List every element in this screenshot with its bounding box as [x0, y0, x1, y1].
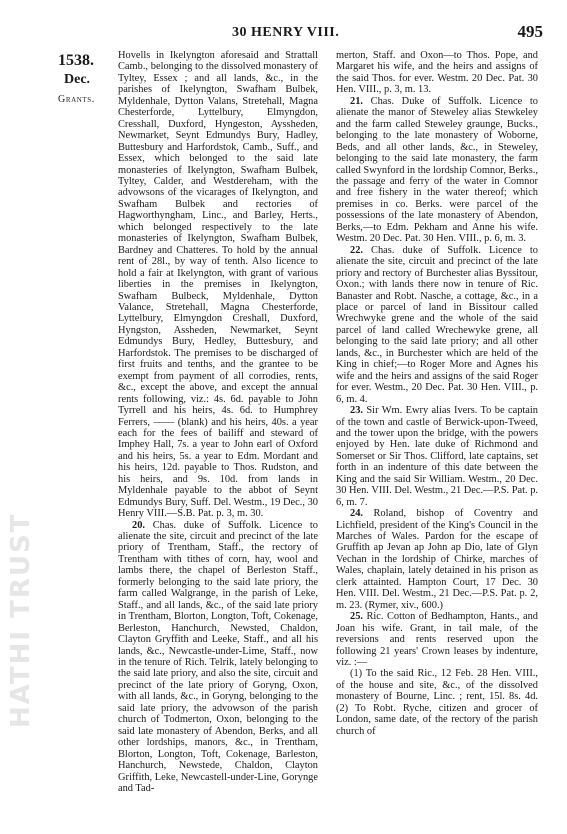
page-number: 495 [517, 22, 543, 41]
entry-number: 20. [132, 519, 145, 531]
left-column [118, 50, 318, 794]
entry-number: 25. [350, 611, 363, 623]
entry-25 [336, 611, 538, 668]
running-head [0, 22, 567, 44]
entry-number: 22. [350, 244, 363, 256]
entry-text: Ric. Cotton of Bedhampton, Hants., and Joan his wife. Grant, in tail male, of the reversions and rents reserved upon the following 21 years' Crown leases by indenture, viz. :— [336, 611, 538, 669]
entry-24 [336, 508, 538, 611]
margin-notes [58, 52, 113, 105]
continued-entry: merton, Staff. and Oxon—to Thos. Pope, and Margaret his wife, and the heirs and assigns of the said Thos. for ever. Westm. 20 Dec. Pat. 30 Hen. VIII., p. 3, m. 13. [336, 50, 538, 96]
entry-21 [336, 96, 538, 245]
entry-text: Chas. duke of Suffolk. Licence to alienate the site, circuit and precinct of the late priory and rectory of Burchester alias Byssitour, Oxon.; with lands there now in tenure of Ric. Banaster and Robt. Nasche, a cottage, &c., in a place or parcel of land in Bissitour called Wrechwyke grene and the whole of the said parcel of land called Wrechewyke grene, all belonging to the said late priory; and all other lands, &c., in Burchester which are held of the King in chief;—to Roger More and Agnes his wife and the heirs and assigns of the said Roger for ever. Westm., 20 Dec. Pat. 30 Hen. VIII., p. 6, m. 4. [336, 244, 538, 405]
right-column [336, 50, 538, 737]
entry-20 [118, 520, 318, 795]
entry-number: 23. [350, 405, 363, 417]
entry-text: Chas. Duke of Suffolk. Licence to alienate the manor of Steweley alias Stewkeley and the farm called Steweley graunge, Bucks., belonging to the late monastery of Woborne, Beds, and all other lands, &c., in Steweley, belonging to the said late monastery, the farm called Swynford in the lordship Comnor, Berks., the passage and ferry of the water in Comnor and free fishery in the water thereof; which premises in co. Berks. were parcel of the possessions of the late monastery of Abendon, Berks,—to Edm. Pekham and Anne his wife. Westm. 20 Dec. Pat. 30 Hen. VIII., p. 6, m. 3. [336, 95, 538, 245]
entry-text: Roland, bishop of Coventry and Lichfield, president of the King's Council in the Marches of Wales. Pardon for the escape of Gruffith ap Jevan ap John ap Dio, late of Glyn Vechan in the lordship of Chirke, marches of Wales, chaplain, lately detained in his prison as clerk attainted. Hampton Court, 17 Dec. 30 Hen. VIII. Del. Westm., 21 Dec.—P.S. Pat. p. 2, m. 23. (Rymer, xiv., 600.) [336, 508, 538, 611]
continued-entry: Hovells in Ikelyngton aforesaid and Strattall Camb., belonging to the dissolved monastery of Tyltey, Essex ; and all lands, &c., in the parishes of Ikelyngton, Swafham Bulbek, Myldenhale, Dytton Valans, Stretehall, Magna Chesterforde, Lyttelbury, Elmyngdon, Cresshall, Duxford, Hyngeston, Ayssheden, Newmarket, Seynt Edmundys Bury, Hadley, Buttesbury and Harfordstok, Camb., Suff., and Essex, which belonged to the said late monasteries of Ikelyngton, Swafham Bulbek, Tyltey, Calder, and Westdereham, with the advowsons of the vicarages of Ikelyngton, and Swafham Bulbek and rectories of Hagworthyngham, Linc., and Barley, Herts., which belonged respectively to the late monasteries of Ikelyngton, Swafham Bulbek, Bardney and Chatteres. To hold by the annual rent of 28l., by way of tenth. Also licence to hold a fair at Ikelyngton, with grant of various liberties in the premises in Ikelyngton, Swafham Bulbeck, Myldenhale, Dytton Valance, Stretehall, Magna Chesterforde, Lyttelbury, Elmyngdon Creshall, Duxford, Hyngston, Assheden, Newmarket, Seynt Edmundys Bury, Hedley, Buttesbury, and Harfordstok. The premises to be discharged of first fruits and tenths, and the grantee to be exempt from payment of all corrodies, rents, &c., except the above, and except the annual rents following, viz.: 4s. 6d. payable to John Tyrrell and his heirs, 4s. 6d. to Humphrey Ferrers, —— (blank) and his heirs, 40s. a year each for the fees of bailiff and steward of Imphey Hall, 7s. a year to John earl of Oxford and his heirs, 5s. a year to Edm. Mordant and his heirs, 12d. payable to Thos. Rudston, and his heirs, and 9s. 10d. from lands in Myldenhale payable to the abbot of Seynt Edmundys Bury, Suff. Del. Westm., 19 Dec., 30 Henry VIII.—S.B. Pat. p. 3, m. 30. [118, 50, 318, 520]
running-title: 30 HENRY VIII. [232, 25, 340, 40]
entry-number: 21. [350, 95, 363, 107]
entry-text: Sir Wm. Ewry alias Ivers. To be captain of the town and castle of Berwick-upon-Tweed, and the tower upon the bridge, with the powers enjoyed by Hen. late duke of Richmond and Somerset or Sir Thos. Clifford, late captains, set forth in an indenture of this date between the King and the said Sir William. Westm., 20 Dec. 30 Hen. VIII. Del. Westm., 21 Dec.—P.S. Pat. p. 6, m. 7. [336, 405, 538, 508]
library-watermark: HATHI TRUST [6, 512, 36, 728]
entry-23 [336, 405, 538, 508]
margin-month: Dec. [64, 72, 91, 87]
margin-section: Grants. [58, 94, 95, 105]
entry-number: 24. [350, 508, 363, 520]
entry-25-lease-list: (1) To the said Ric., 12 Feb. 28 Hen. VIII., of the house and site, &c., of the dissolved monastery of Bourne, Linc. ; rent, 15l. 8s. 4d. (2) To Robt. Ryche, citizen and grocer of London, same date, of the rectory of the parish church of [336, 668, 538, 737]
margin-year: 1538. [58, 52, 94, 69]
entry-22 [336, 245, 538, 405]
entry-text: Chas. duke of Suffolk. Licence to alienate the site, circuit and precinct of the late priory of Trentham, Staff., the rectory of Trentham with tithes of corn, hay, wool and lambs there, the chapel of Berleston Staff., formerly belonging to the said late priory, the farm called Walgrange, in the parish of Leke, Staff., and all lands, &c., of the said late priory in Trentham, Blorton, Longton, Toft, Cokenage, Berleston, Hanchurch, Newsted, Chaldon, Clayton Gryffith and Leeke, Staff., and all his lands, &c., Newcastle-under-Lime, Staff., now in the tenure of Rich. Telrik, lately belonging to the said late priory, and also the site, circuit and precinct of the late priory of Goryng, Oxon, with all lands, &c., in Goryng, belonging to the said late priory, the advowson of the parish church of Todmerton, Oxon, belonging to the said late monastery of Abendon, Berks, and all other lordships, manors, &c., in Trentham, Blorton, Longton, Toft, Cokenage, Barleston, Hanchurch, Newstede, Chaldon, Clayton Griffith, Leke, Newcastell-under-Line, Gorynge and Tad- [118, 519, 318, 794]
